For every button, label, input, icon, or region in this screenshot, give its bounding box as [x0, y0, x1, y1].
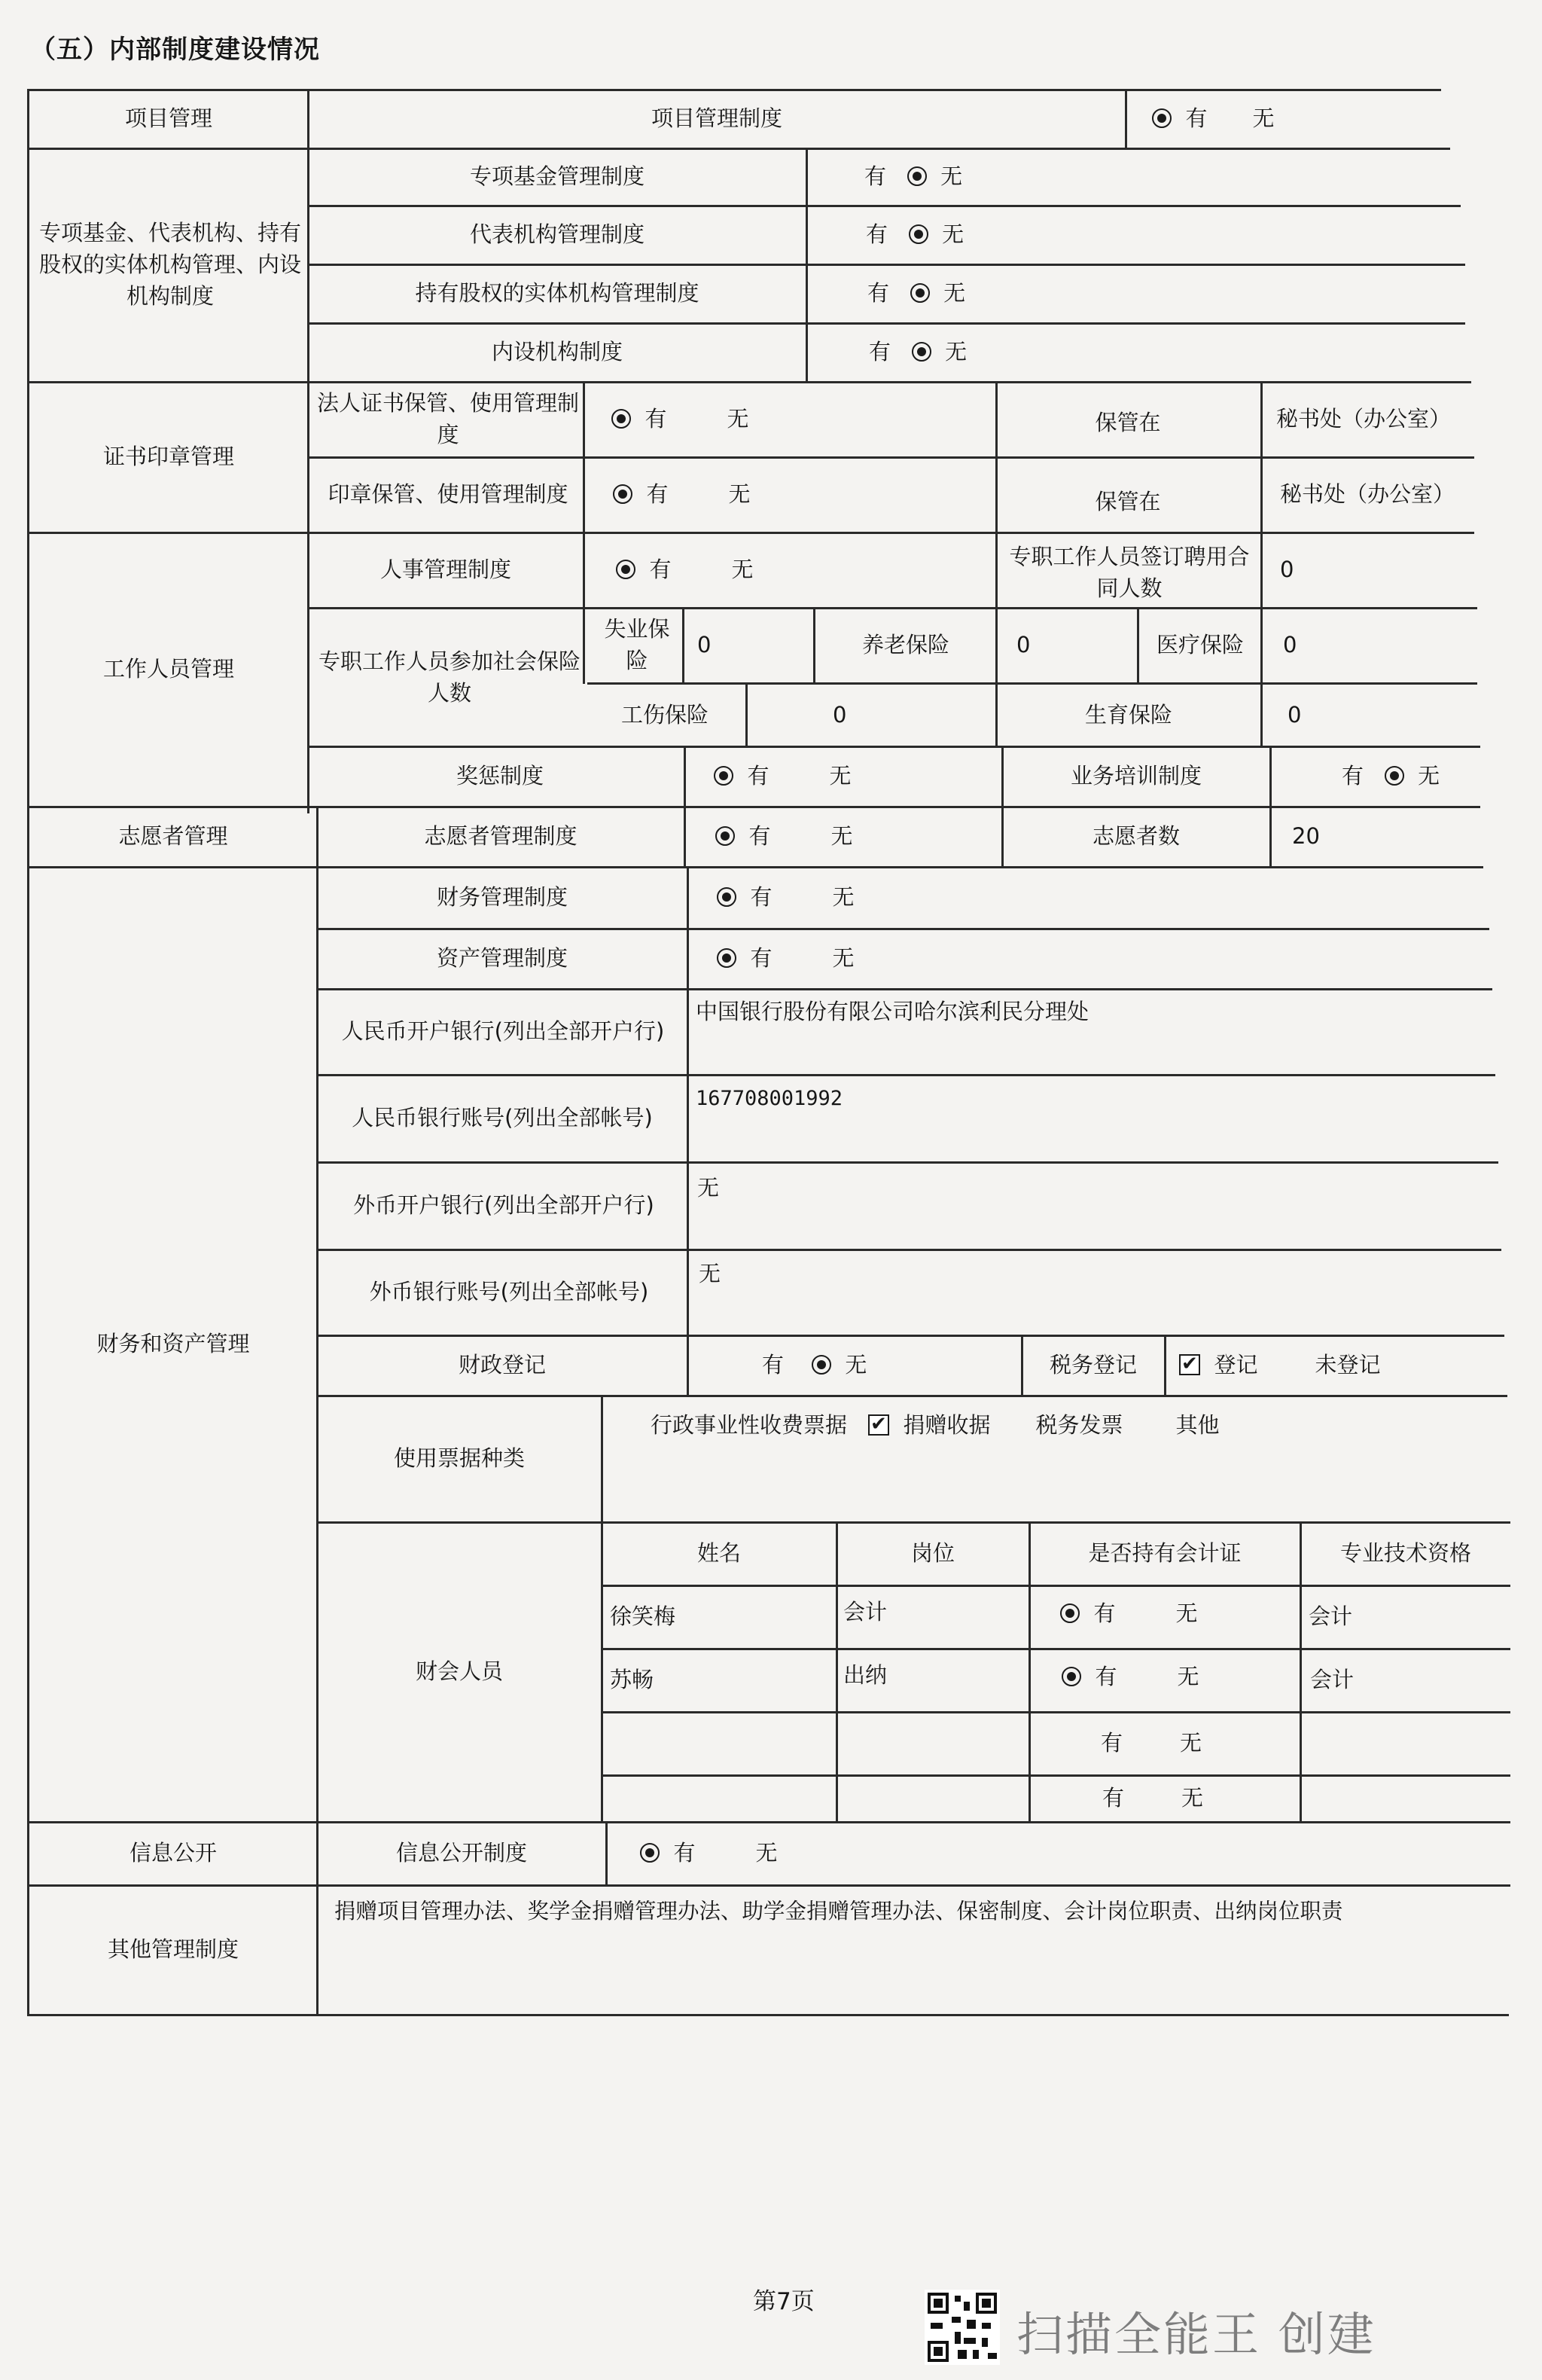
- accountant-header-post: 岗位: [910, 1540, 955, 1566]
- radio-no[interactable]: [907, 166, 927, 186]
- rmb-account-value: 167708001992: [696, 1087, 843, 1110]
- rep-office-options: 有 无: [866, 221, 965, 247]
- disclosure-policy-label: 信息公开制度: [395, 1840, 527, 1866]
- radio-yes[interactable]: [611, 409, 631, 429]
- receipt-type-options: [651, 1404, 1220, 1446]
- radio-no[interactable]: [909, 224, 928, 244]
- rmb-account-label: 人民币银行账号(列出全部帐号): [352, 1105, 653, 1130]
- radio-yes[interactable]: [714, 766, 733, 786]
- tax-registration-label: 税务登记: [1049, 1352, 1137, 1378]
- category-seal: 证书印章管理: [102, 444, 234, 469]
- accountant-certificate-options: 有 无: [1062, 1648, 1199, 1705]
- maternity-label: 生育保险: [1084, 702, 1172, 728]
- injury-value: 0: [833, 702, 847, 728]
- accountant-certificate-options: 有 无: [1101, 1730, 1202, 1756]
- volunteer-policy-label: 志愿者管理制度: [424, 823, 577, 849]
- accountant-qualification: 会计: [1310, 1667, 1355, 1692]
- category-special: 专项基金、代表机构、持有股权的实体机构管理、内设机构制度: [38, 220, 301, 309]
- category-disclosure: 信息公开: [129, 1840, 217, 1866]
- fiscal-registration-label: 财政登记: [458, 1352, 546, 1378]
- equity-entity-label: 持有股权的实体机构管理制度: [415, 280, 699, 306]
- receipt-option-admin-fee: 行政事业性收费票据: [651, 1412, 848, 1438]
- receipt-option-other: 其他: [1175, 1412, 1220, 1438]
- checkbox-registered[interactable]: [1179, 1354, 1200, 1375]
- category-volunteer: 志愿者管理: [118, 823, 228, 849]
- radio-yes[interactable]: [717, 948, 736, 968]
- volunteer-policy-options: 有 无: [715, 806, 852, 866]
- receipt-type-label: 使用票据种类: [393, 1445, 525, 1471]
- finance-policy-label: 财务管理制度: [436, 884, 568, 910]
- receipt-option-tax-invoice: 税务发票: [1035, 1412, 1123, 1438]
- category-finance: 财务和资产管理: [96, 1331, 250, 1356]
- accountant-name: 苏畅: [610, 1667, 654, 1692]
- seal-policy-options: 有 无: [613, 456, 750, 532]
- radio-no[interactable]: [1385, 766, 1404, 786]
- radio-yes[interactable]: [1062, 1667, 1081, 1686]
- disclosure-policy-options: 有 无: [640, 1821, 777, 1884]
- pension-label: 养老保险: [861, 632, 949, 658]
- asset-policy-label: 资产管理制度: [436, 945, 568, 971]
- hr-policy-options: 有 无: [616, 532, 753, 607]
- accountant-header-qualification: 专业技术资格: [1339, 1540, 1471, 1566]
- radio-no[interactable]: [910, 283, 930, 303]
- equity-entity-options: 有 无: [867, 280, 966, 306]
- checkbox-donation-receipt[interactable]: [868, 1414, 889, 1436]
- accountant-name: 徐笑梅: [610, 1603, 676, 1629]
- medical-value: 0: [1283, 632, 1297, 658]
- accountant-certificate-options: 有 无: [1060, 1585, 1197, 1642]
- radio-no[interactable]: [912, 342, 931, 362]
- qr-code-icon: [925, 2290, 1000, 2365]
- accountant-certificate-options: 有 无: [1102, 1785, 1204, 1811]
- insurance-count-label: 专职工作人员参加社会保险人数: [318, 648, 581, 706]
- rmb-bank-label: 人民币开户银行(列出全部开户行): [341, 1018, 665, 1044]
- finance-policy-options: 有 无: [717, 866, 854, 928]
- contract-count-value: 0: [1280, 557, 1294, 582]
- radio-yes[interactable]: [1152, 108, 1172, 128]
- fx-account-value: 无: [699, 1261, 721, 1286]
- page-number: 第7页: [753, 2288, 815, 2315]
- rmb-bank-value: 中国银行股份有限公司哈尔滨利民分理处: [696, 999, 1089, 1024]
- unemployment-value: 0: [697, 632, 712, 658]
- reward-policy-label: 奖惩制度: [456, 763, 544, 789]
- hr-policy-label: 人事管理制度: [379, 557, 511, 582]
- internal-org-options: 有 无: [869, 339, 968, 365]
- radio-yes[interactable]: [1060, 1603, 1080, 1623]
- asset-policy-options: 有 无: [717, 928, 854, 988]
- radio-yes[interactable]: [717, 887, 736, 907]
- other-policies-value: 捐赠项目管理办法、奖学金捐赠管理办法、助学金捐赠管理办法、保密制度、会计岗位职责、出纳岗位职责: [334, 1899, 1343, 1924]
- receipt-option-donation: 捐赠收据: [903, 1412, 991, 1438]
- radio-yes[interactable]: [616, 560, 635, 579]
- certificate-keeper-value: 秘书处（办公室）: [1275, 406, 1451, 432]
- volunteer-count-label: 志愿者数: [1092, 823, 1180, 849]
- unemployment-label: 失业保险: [604, 616, 670, 673]
- seal-keeper-value: 秘书处（办公室）: [1279, 481, 1455, 507]
- accountant-post: 会计: [843, 1599, 888, 1625]
- special-fund-label: 专项基金管理制度: [469, 163, 645, 189]
- seal-policy-label: 印章保管、使用管理制度: [328, 481, 568, 507]
- project-policy-options: 有 无: [1152, 89, 1274, 148]
- tax-registration-options: ✔ 登记 未登记: [1179, 1335, 1380, 1395]
- radio-yes[interactable]: [613, 484, 632, 504]
- certificate-keeper-label: 保管在: [1095, 410, 1161, 435]
- section-title: （五）内部制度建设情况: [30, 35, 320, 65]
- category-other: 其他管理制度: [107, 1936, 239, 1962]
- accountant-qualification: 会计: [1309, 1603, 1353, 1629]
- radio-yes[interactable]: [715, 826, 735, 846]
- category-project: 项目管理: [124, 105, 212, 131]
- project-policy-label: 项目管理制度: [651, 105, 782, 131]
- seal-keeper-label: 保管在: [1095, 489, 1161, 514]
- special-fund-options: 有 无: [864, 163, 963, 189]
- accountant-header-name: 姓名: [696, 1540, 741, 1566]
- fx-bank-label: 外币开户银行(列出全部开户行): [353, 1192, 654, 1218]
- radio-yes[interactable]: [640, 1843, 660, 1863]
- training-policy-label: 业务培训制度: [1070, 763, 1202, 789]
- radio-no[interactable]: [812, 1355, 831, 1375]
- certificate-policy-label: 法人证书保管、使用管理制度: [316, 390, 579, 447]
- fx-bank-value: 无: [697, 1175, 720, 1201]
- reward-policy-options: 有 无: [714, 746, 851, 806]
- injury-label: 工伤保险: [620, 702, 709, 728]
- rep-office-label: 代表机构管理制度: [469, 221, 645, 247]
- fiscal-registration-options: 有 无: [762, 1352, 867, 1378]
- category-staff: 工作人员管理: [102, 656, 234, 682]
- medical-label: 医疗保险: [1156, 632, 1244, 658]
- accountant-header-certificate: 是否持有会计证: [1088, 1540, 1242, 1566]
- training-policy-options: 有 无: [1342, 763, 1440, 789]
- scanner-watermark: 扫描全能王 创建: [1016, 2307, 1376, 2362]
- accountant-post: 出纳: [843, 1662, 888, 1688]
- accountant-label: 财会人员: [415, 1658, 503, 1684]
- maternity-value: 0: [1288, 702, 1302, 728]
- volunteer-count-value: 20: [1292, 823, 1320, 849]
- fx-account-label: 外币银行账号(列出全部帐号): [369, 1279, 649, 1304]
- certificate-policy-options: 有 无: [611, 381, 748, 456]
- internal-org-label: 内设机构制度: [491, 339, 623, 365]
- contract-count-label: 专职工作人员签订聘用合同人数: [1009, 544, 1250, 601]
- pension-value: 0: [1016, 632, 1031, 658]
